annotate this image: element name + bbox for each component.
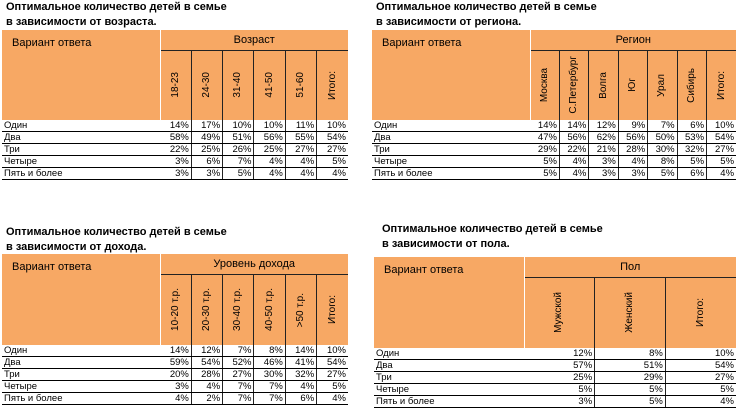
table-cell: 7% bbox=[223, 345, 254, 357]
table-cell: 4% bbox=[285, 155, 316, 167]
column-header bbox=[524, 278, 595, 348]
table-cell: 8% bbox=[648, 155, 677, 167]
table-cell: 7% bbox=[223, 380, 254, 392]
table-cell: 10% bbox=[317, 345, 348, 357]
table-row bbox=[2, 368, 348, 380]
table-cell: 5% bbox=[530, 155, 559, 167]
title-line: в зависимости от возраста. bbox=[6, 16, 157, 28]
column-header-label: 40-50 т.р. bbox=[263, 288, 275, 332]
table-cell: 4% bbox=[160, 392, 191, 404]
table-row bbox=[372, 143, 736, 155]
table-cell: 10% bbox=[665, 348, 736, 360]
table-cell: 12% bbox=[191, 345, 222, 357]
row-label: Пять и более bbox=[2, 167, 160, 179]
column-header-label: Юг bbox=[626, 78, 638, 93]
table-cell: 4% bbox=[559, 155, 588, 167]
table-row bbox=[2, 143, 348, 155]
column-header-label: 18-23 bbox=[169, 72, 181, 99]
table-cell: 6% bbox=[677, 167, 706, 179]
table-cell: 56% bbox=[618, 131, 647, 143]
table-cell: 14% bbox=[160, 120, 191, 132]
table-row bbox=[2, 167, 348, 179]
table-cell: 10% bbox=[707, 120, 736, 132]
title-line: в зависимости от пола. bbox=[382, 238, 510, 250]
table-cell: 3% bbox=[589, 155, 618, 167]
table-cell: 4% bbox=[254, 167, 285, 179]
row-label: Два bbox=[2, 356, 160, 368]
column-header-label: 31-40 bbox=[232, 72, 244, 99]
table-cell: 11% bbox=[285, 120, 316, 132]
title-line: Оптимальное количество детей в семье bbox=[382, 223, 603, 235]
table-cell: 5% bbox=[707, 155, 736, 167]
title-line: в зависимости от региона. bbox=[376, 16, 522, 28]
column-header-label: С.Петербург bbox=[568, 56, 580, 115]
table-row bbox=[2, 120, 348, 132]
column-header-label: 20-30 т.р. bbox=[200, 288, 212, 332]
table-cell: 14% bbox=[285, 345, 316, 357]
table-cell: 3% bbox=[618, 167, 647, 179]
table-cell: 10% bbox=[223, 120, 254, 132]
table-cell: 5% bbox=[530, 167, 559, 179]
column-header bbox=[559, 51, 588, 120]
group-header: Регион bbox=[530, 30, 736, 51]
title-line: Оптимальное количество детей в семье bbox=[6, 226, 227, 238]
table-row bbox=[374, 395, 736, 407]
column-header-label: Итого: bbox=[326, 295, 338, 325]
panel-title-income bbox=[6, 225, 227, 255]
table-row bbox=[374, 383, 736, 395]
table-cell: 46% bbox=[254, 356, 285, 368]
column-header-label: Итого: bbox=[694, 298, 706, 328]
table-row bbox=[2, 356, 348, 368]
table-cell: 27% bbox=[285, 143, 316, 155]
row-header: Вариант ответа bbox=[2, 30, 160, 120]
row-label: Два bbox=[2, 131, 160, 143]
table-cell: 6% bbox=[191, 155, 222, 167]
table-cell: 3% bbox=[191, 167, 222, 179]
column-header bbox=[677, 51, 706, 120]
column-header bbox=[589, 51, 618, 120]
row-label: Пять и более bbox=[374, 395, 524, 407]
table-row bbox=[372, 120, 736, 132]
table-age bbox=[2, 30, 348, 180]
panel-title-gender bbox=[382, 222, 603, 252]
column-header-label: 10-20 т.р. bbox=[169, 288, 181, 332]
column-header bbox=[317, 275, 348, 345]
table-cell: 32% bbox=[677, 143, 706, 155]
table-cell: 5% bbox=[223, 167, 254, 179]
panel-title-region bbox=[376, 0, 597, 30]
row-label: Три bbox=[2, 143, 160, 155]
column-header bbox=[618, 51, 647, 120]
table-income bbox=[2, 254, 348, 405]
row-label: Пять и более bbox=[372, 167, 530, 179]
table-cell: 62% bbox=[589, 131, 618, 143]
table-cell: 55% bbox=[285, 131, 316, 143]
table-cell: 17% bbox=[191, 120, 222, 132]
table-body bbox=[374, 348, 736, 408]
title-line: в зависимости от дохода. bbox=[6, 241, 147, 253]
table-cell: 22% bbox=[559, 143, 588, 155]
table-cell: 7% bbox=[254, 392, 285, 404]
table-cell: 27% bbox=[707, 143, 736, 155]
table-cell: 3% bbox=[589, 167, 618, 179]
row-label: Четыре bbox=[374, 383, 524, 395]
table-cell: 28% bbox=[191, 368, 222, 380]
table-cell: 29% bbox=[595, 371, 666, 383]
row-header: Вариант ответа bbox=[374, 257, 524, 348]
table-cell: 3% bbox=[524, 395, 595, 407]
column-header bbox=[254, 51, 285, 120]
table-cell: 6% bbox=[285, 392, 316, 404]
table-cell: 27% bbox=[317, 368, 348, 380]
group-header: Уровень дохода bbox=[160, 254, 348, 275]
table-cell: 58% bbox=[160, 131, 191, 143]
table-cell: 5% bbox=[524, 383, 595, 395]
column-header bbox=[595, 278, 666, 348]
column-header bbox=[254, 275, 285, 345]
table-body bbox=[372, 120, 736, 180]
table-cell: 5% bbox=[595, 383, 666, 395]
row-label: Четыре bbox=[372, 155, 530, 167]
table-cell: 54% bbox=[317, 131, 348, 143]
row-label: Один bbox=[2, 120, 160, 132]
table-cell: 25% bbox=[254, 143, 285, 155]
table-cell: 25% bbox=[191, 143, 222, 155]
group-header: Пол bbox=[524, 257, 736, 278]
table-cell: 20% bbox=[160, 368, 191, 380]
column-header bbox=[223, 275, 254, 345]
column-header bbox=[285, 51, 316, 120]
table-row bbox=[374, 371, 736, 383]
table-cell: 2% bbox=[191, 392, 222, 404]
column-header bbox=[160, 51, 191, 120]
table-cell: 6% bbox=[677, 120, 706, 132]
row-label: Один bbox=[374, 348, 524, 360]
table-cell: 30% bbox=[254, 368, 285, 380]
table-cell: 59% bbox=[160, 356, 191, 368]
column-header bbox=[707, 51, 736, 120]
row-label: Один bbox=[372, 120, 530, 132]
table-cell: 5% bbox=[677, 155, 706, 167]
table-cell: 12% bbox=[524, 348, 595, 360]
table-cell: 5% bbox=[317, 380, 348, 392]
column-header bbox=[191, 275, 222, 345]
table-cell: 5% bbox=[317, 155, 348, 167]
table-cell: 3% bbox=[160, 380, 191, 392]
table-cell: 4% bbox=[254, 155, 285, 167]
group-header: Возраст bbox=[160, 30, 348, 51]
column-header bbox=[223, 51, 254, 120]
table-cell: 3% bbox=[160, 167, 191, 179]
column-header-label: >50 т.р. bbox=[294, 292, 306, 327]
column-header bbox=[160, 275, 191, 345]
table-cell: 56% bbox=[254, 131, 285, 143]
table-cell: 4% bbox=[618, 155, 647, 167]
table-body bbox=[2, 345, 348, 405]
table-cell: 14% bbox=[530, 120, 559, 132]
column-header-label: Итого: bbox=[715, 70, 727, 100]
table-cell: 41% bbox=[285, 356, 316, 368]
table-cell: 27% bbox=[223, 368, 254, 380]
table-cell: 26% bbox=[223, 143, 254, 155]
table-cell: 30% bbox=[648, 143, 677, 155]
table-cell: 47% bbox=[530, 131, 559, 143]
table-cell: 4% bbox=[665, 395, 736, 407]
table-cell: 14% bbox=[160, 345, 191, 357]
table-cell: 4% bbox=[317, 392, 348, 404]
table-cell: 7% bbox=[223, 155, 254, 167]
table-cell: 21% bbox=[589, 143, 618, 155]
table-cell: 52% bbox=[223, 356, 254, 368]
row-label: Три bbox=[372, 143, 530, 155]
column-header-label: Итого: bbox=[326, 70, 338, 100]
row-header: Вариант ответа bbox=[372, 30, 530, 120]
table-cell: 9% bbox=[618, 120, 647, 132]
table-cell: 4% bbox=[191, 380, 222, 392]
table-row bbox=[2, 131, 348, 143]
row-label: Три bbox=[2, 368, 160, 380]
table-cell: 8% bbox=[595, 348, 666, 360]
table-cell: 54% bbox=[317, 356, 348, 368]
title-line: Оптимальное количество детей в семье bbox=[376, 1, 597, 13]
table-cell: 7% bbox=[223, 392, 254, 404]
column-header-label: Мужской bbox=[553, 292, 565, 334]
title-line: Оптимальное количество детей в семье bbox=[6, 1, 227, 13]
column-header-label: 30-40 т.р. bbox=[232, 288, 244, 332]
column-header bbox=[317, 51, 348, 120]
table-cell: 27% bbox=[665, 371, 736, 383]
table-cell: 8% bbox=[254, 345, 285, 357]
table-row bbox=[372, 155, 736, 167]
table-row bbox=[372, 131, 736, 143]
table-cell: 4% bbox=[285, 167, 316, 179]
table-gender bbox=[374, 257, 736, 408]
table-cell: 10% bbox=[254, 120, 285, 132]
table-cell: 29% bbox=[530, 143, 559, 155]
table-cell: 14% bbox=[559, 120, 588, 132]
table-row bbox=[374, 348, 736, 360]
table-row bbox=[2, 155, 348, 167]
column-header-label: 41-50 bbox=[263, 72, 275, 99]
column-header bbox=[665, 278, 736, 348]
table-cell: 25% bbox=[524, 371, 595, 383]
table-row bbox=[372, 167, 736, 179]
table-row bbox=[374, 359, 736, 371]
row-label: Четыре bbox=[2, 380, 160, 392]
column-header bbox=[530, 51, 559, 120]
table-cell: 4% bbox=[559, 167, 588, 179]
table-cell: 27% bbox=[317, 143, 348, 155]
column-header bbox=[648, 51, 677, 120]
row-label: Четыре bbox=[2, 155, 160, 167]
table-row bbox=[2, 392, 348, 404]
row-header: Вариант ответа bbox=[2, 254, 160, 345]
table-cell: 4% bbox=[285, 380, 316, 392]
table-cell: 4% bbox=[707, 167, 736, 179]
table-region bbox=[372, 30, 736, 180]
table-body bbox=[2, 120, 348, 180]
table-cell: 32% bbox=[285, 368, 316, 380]
column-header-label: Москва bbox=[538, 68, 550, 103]
column-header bbox=[191, 51, 222, 120]
row-label: Три bbox=[374, 371, 524, 383]
table-cell: 53% bbox=[677, 131, 706, 143]
table-cell: 5% bbox=[648, 167, 677, 179]
table-cell: 51% bbox=[595, 359, 666, 371]
column-header bbox=[285, 275, 316, 345]
table-cell: 57% bbox=[524, 359, 595, 371]
table-cell: 28% bbox=[618, 143, 647, 155]
table-cell: 4% bbox=[317, 167, 348, 179]
row-label: Один bbox=[2, 345, 160, 357]
table-cell: 7% bbox=[254, 380, 285, 392]
row-label: Пять и более bbox=[2, 392, 160, 404]
panel-title-age bbox=[6, 0, 227, 30]
column-header-label: Урал bbox=[656, 73, 668, 97]
table-cell: 49% bbox=[191, 131, 222, 143]
table-cell: 56% bbox=[559, 131, 588, 143]
row-label: Два bbox=[374, 359, 524, 371]
table-cell: 54% bbox=[191, 356, 222, 368]
table-row bbox=[2, 380, 348, 392]
column-header-label: Волга bbox=[597, 71, 609, 99]
table-cell: 54% bbox=[707, 131, 736, 143]
table-cell: 12% bbox=[589, 120, 618, 132]
table-cell: 54% bbox=[665, 359, 736, 371]
table-cell: 5% bbox=[595, 395, 666, 407]
column-header-label: 51-60 bbox=[294, 72, 306, 99]
table-cell: 10% bbox=[317, 120, 348, 132]
column-header-label: Сибирь bbox=[685, 67, 697, 103]
table-cell: 3% bbox=[160, 155, 191, 167]
table-cell: 50% bbox=[648, 131, 677, 143]
table-cell: 7% bbox=[648, 120, 677, 132]
column-header-label: Женский bbox=[623, 292, 635, 334]
table-cell: 22% bbox=[160, 143, 191, 155]
table-row bbox=[2, 345, 348, 357]
column-header-label: 24-30 bbox=[200, 72, 212, 99]
row-label: Два bbox=[372, 131, 530, 143]
table-cell: 51% bbox=[223, 131, 254, 143]
table-cell: 5% bbox=[665, 383, 736, 395]
